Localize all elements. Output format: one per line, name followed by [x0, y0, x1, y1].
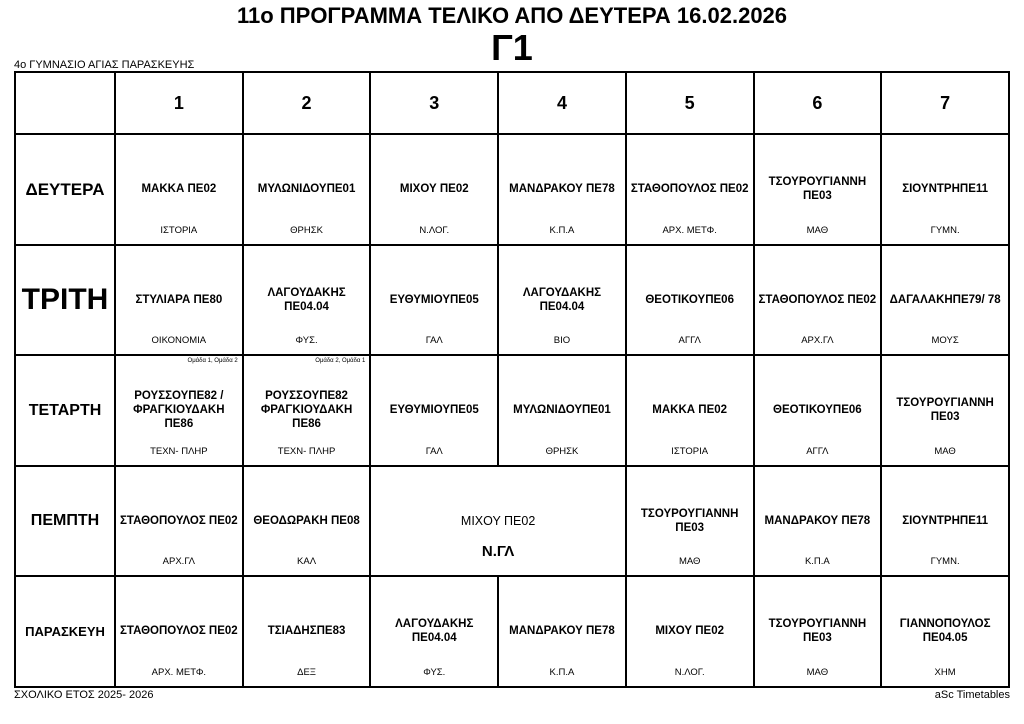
- lesson-cell: [370, 576, 498, 687]
- subject-name: Ν.ΓΛ: [481, 543, 515, 561]
- teacher-name: ΜΥΛΩΝΙΔΟΥΠΕ01: [513, 404, 611, 417]
- subject-name: ΒΙΟ: [553, 335, 571, 347]
- lesson-cell: [626, 355, 754, 466]
- subject-name: ΙΣΤΟΡΙΑ: [160, 224, 198, 236]
- subject-name: Κ.Π.Α: [549, 667, 575, 678]
- lesson-cell: [754, 576, 882, 687]
- period-header: 3: [370, 72, 498, 134]
- day-label: ΤΡΙΤΗ: [15, 245, 115, 356]
- teacher-name: ΤΣΟΥΡΟΥΓΙΑΝΝΗ ΠΕ03: [768, 176, 867, 203]
- timetable: [14, 71, 1010, 688]
- lesson-cell: [243, 245, 371, 356]
- teacher-name: ΜΑΚΚΑ ΠΕ02: [652, 404, 728, 417]
- day-row-thursday: [15, 466, 1009, 577]
- subject-name: ΔΕΞ: [297, 667, 316, 678]
- lesson-cell: [498, 355, 626, 466]
- lesson-cell: [115, 466, 243, 577]
- teacher-name: ΘΕΟΤΙΚΟΥΠΕ06: [645, 293, 734, 306]
- day-row-tuesday: [15, 245, 1009, 356]
- subject-name: ΤΕΧΝ- ΠΛΗΡ: [150, 445, 208, 457]
- lesson-cell: [626, 576, 754, 687]
- class-name: Γ1: [491, 27, 533, 68]
- subject-name: ΓΥΜΝ.: [930, 224, 960, 236]
- teacher-name: ΕΥΘΥΜΙΟΥΠΕ05: [389, 404, 479, 417]
- subject-name: ΘΡΗΣΚ: [545, 445, 579, 457]
- subject-name: Κ.Π.Α: [804, 556, 830, 568]
- teacher-name: ΜΑΝΔΡΑΚΟΥ ΠΕ78: [509, 625, 615, 638]
- lesson-cell: [243, 134, 371, 245]
- subject-name: ΦΥΣ.: [295, 335, 318, 347]
- school-year: ΣΧΟΛΙΚΟ ΕΤΟΣ 2025- 2026: [14, 689, 154, 701]
- subject-name: ΑΡΧ. ΜΕΤΦ.: [151, 667, 207, 678]
- teacher-name: ΜΑΝΔΡΑΚΟΥ ΠΕ78: [509, 183, 615, 196]
- lesson-cell: [881, 466, 1009, 577]
- teacher-name: ΣΤΑΘΟΠΟΥΛΟΣ ΠΕ02: [758, 293, 877, 306]
- period-header: 7: [881, 72, 1009, 134]
- teacher-name: ΡΟΥΣΣΟΥΠΕ82 ΦΡΑΓΚΙΟΥΔΑΚΗ ΠΕ86: [260, 390, 353, 431]
- subject-name: ΑΡΧ.ΓΛ: [801, 335, 834, 347]
- subject-name: ΘΡΗΣΚ: [290, 224, 323, 236]
- lesson-cell: [115, 245, 243, 356]
- teacher-name: ΘΕΟΔΩΡΑΚΗ ΠΕ08: [253, 514, 360, 527]
- lesson-cell: [370, 134, 498, 245]
- lesson-cell: [498, 245, 626, 356]
- corner-cell: [15, 72, 115, 134]
- day-label: ΤΕΤΑΡΤΗ: [15, 355, 115, 466]
- subject-name: ΙΣΤΟΡΙΑ: [671, 445, 709, 457]
- teacher-name: ΜΙΧΟΥ ΠΕ02: [460, 513, 536, 528]
- lesson-cell: [881, 355, 1009, 466]
- group-label: Ομάδα 1, Ομάδα 2: [187, 358, 238, 365]
- subject-name: ΚΑΛ: [297, 556, 317, 568]
- school-name: 4ο ΓΥΜΝΑΣΙΟ ΑΓΙΑΣ ΠΑΡΑΣΚΕΥΗΣ: [14, 59, 195, 71]
- day-label: ΠΕΜΠΤΗ: [15, 466, 115, 577]
- teacher-name: ΕΥΘΥΜΙΟΥΠΕ05: [389, 293, 479, 306]
- subject-name: ΟΙΚΟΝΟΜΙΑ: [151, 335, 207, 347]
- teacher-name: ΓΙΑΝΝΟΠΟΥΛΟΣ ΠΕ04.05: [899, 618, 991, 645]
- subject-name: ΤΕΧΝ- ΠΛΗΡ: [277, 445, 336, 457]
- lesson-cell: [243, 355, 371, 466]
- day-label: ΠΑΡΑΣΚΕΥΗ: [15, 576, 115, 687]
- group-label: Ομάδα 2, Ομάδα 1: [315, 358, 366, 365]
- subject-name: ΜΑΘ: [806, 667, 829, 678]
- teacher-name: ΜΑΝΔΡΑΚΟΥ ΠΕ78: [764, 514, 871, 527]
- teacher-name: ΜΑΚΚΑ ΠΕ02: [141, 183, 217, 196]
- teacher-name: ΤΣΙΑΔΗΣΠΕ83: [267, 625, 346, 638]
- subject-name: ΓΑΛ: [425, 335, 443, 347]
- period-header: 6: [754, 72, 882, 134]
- subject-name: ΓΥΜΝ.: [930, 556, 960, 568]
- lesson-cell: [754, 134, 882, 245]
- generator-credit: aSc Timetables: [934, 689, 1010, 701]
- subject-name: ΑΓΓΛ: [678, 335, 701, 347]
- teacher-name: ΛΑΓΟΥΔΑΚΗΣ ΠΕ04.04: [522, 286, 602, 313]
- teacher-name: ΜΙΧΟΥ ΠΕ02: [655, 625, 725, 638]
- lesson-cell: [881, 576, 1009, 687]
- teacher-name: ΣΤΑΘΟΠΟΥΛΟΣ ΠΕ02: [630, 183, 749, 196]
- lesson-cell: [626, 134, 754, 245]
- lesson-cell: [881, 245, 1009, 356]
- teacher-name: ΣΤΑΘΟΠΟΥΛΟΣ ΠΕ02: [120, 514, 238, 527]
- teacher-name: ΣΤΥΛΙΑΡΑ ΠΕ80: [135, 293, 223, 306]
- lesson-cell: [754, 466, 882, 577]
- day-label: ΔΕΥΤΕΡΑ: [15, 134, 115, 245]
- teacher-name: ΣΤΑΘΟΠΟΥΛΟΣ ΠΕ02: [120, 625, 238, 638]
- subject-name: Ν.ΛΟΓ.: [674, 667, 705, 678]
- teacher-name: ΘΕΟΤΙΚΟΥΠΕ06: [773, 404, 862, 417]
- lesson-cell: [498, 576, 626, 687]
- teacher-name: ΜΥΛΩΝΙΔΟΥΠΕ01: [257, 183, 356, 196]
- lesson-cell-double: [370, 466, 625, 577]
- period-header: 1: [115, 72, 243, 134]
- day-row-monday: [15, 134, 1009, 245]
- period-header: 2: [243, 72, 371, 134]
- day-row-friday: [15, 576, 1009, 687]
- page-title: 11ο ΠΡΟΓΡΑΜΜΑ ΤΕΛΙΚΟ ΑΠΟ ΔΕΥΤΕΡΑ 16.02.2026: [236, 3, 788, 28]
- teacher-name: ΛΑΓΟΥΔΑΚΗΣ ΠΕ04.04: [267, 286, 346, 313]
- teacher-name: ΜΙΧΟΥ ΠΕ02: [399, 183, 469, 196]
- subject-name: ΦΥΣ.: [423, 667, 446, 678]
- teacher-name: ΤΣΟΥΡΟΥΓΙΑΝΝΗ ΠΕ03: [896, 397, 994, 424]
- lesson-cell: [115, 355, 243, 466]
- lesson-cell: [370, 355, 498, 466]
- subject-name: ΓΑΛ: [425, 445, 443, 457]
- lesson-cell: [115, 576, 243, 687]
- lesson-cell: [626, 466, 754, 577]
- period-header: 5: [626, 72, 754, 134]
- subject-name: ΑΡΧ. ΜΕΤΦ.: [662, 224, 717, 236]
- lesson-cell: [115, 134, 243, 245]
- subject-name: ΑΡΧ.ΓΛ: [162, 556, 196, 568]
- subject-name: ΜΑΘ: [934, 445, 956, 457]
- lesson-cell: [243, 576, 371, 687]
- lesson-cell: [370, 245, 498, 356]
- subject-name: ΑΓΓΛ: [806, 445, 829, 457]
- teacher-name: ΡΟΥΣΣΟΥΠΕ82 / ΦΡΑΓΚΙΟΥΔΑΚΗ ΠΕ86: [133, 390, 225, 431]
- teacher-name: ΔΑΓΑΛΑΚΗΠΕ79/ 78: [889, 293, 1001, 306]
- lesson-cell: [754, 355, 882, 466]
- subject-name: ΜΟΥΣ: [931, 335, 959, 347]
- lesson-cell: [498, 134, 626, 245]
- lesson-cell: [754, 245, 882, 356]
- subject-name: Ν.ΛΟΓ.: [419, 224, 450, 236]
- lesson-cell: [626, 245, 754, 356]
- day-row-wednesday: [15, 355, 1009, 466]
- subject-name: ΜΑΘ: [806, 224, 829, 236]
- subject-name: Κ.Π.Α: [549, 224, 575, 236]
- lesson-cell: [881, 134, 1009, 245]
- lesson-cell: [243, 466, 371, 577]
- teacher-name: ΛΑΓΟΥΔΑΚΗΣ ΠΕ04.04: [395, 618, 474, 645]
- teacher-name: ΣΙΟΥΝΤΡΗΠΕ11: [902, 514, 989, 527]
- subject-name: ΧΗΜ: [934, 667, 956, 678]
- teacher-name: ΤΣΟΥΡΟΥΓΙΑΝΝΗ ΠΕ03: [768, 618, 867, 645]
- subject-name: ΜΑΘ: [678, 556, 701, 568]
- period-header: 4: [498, 72, 626, 134]
- teacher-name: ΣΙΟΥΝΤΡΗΠΕ11: [902, 183, 989, 196]
- teacher-name: ΤΣΟΥΡΟΥΓΙΑΝΝΗ ΠΕ03: [640, 507, 739, 534]
- period-header-row: [15, 72, 1009, 134]
